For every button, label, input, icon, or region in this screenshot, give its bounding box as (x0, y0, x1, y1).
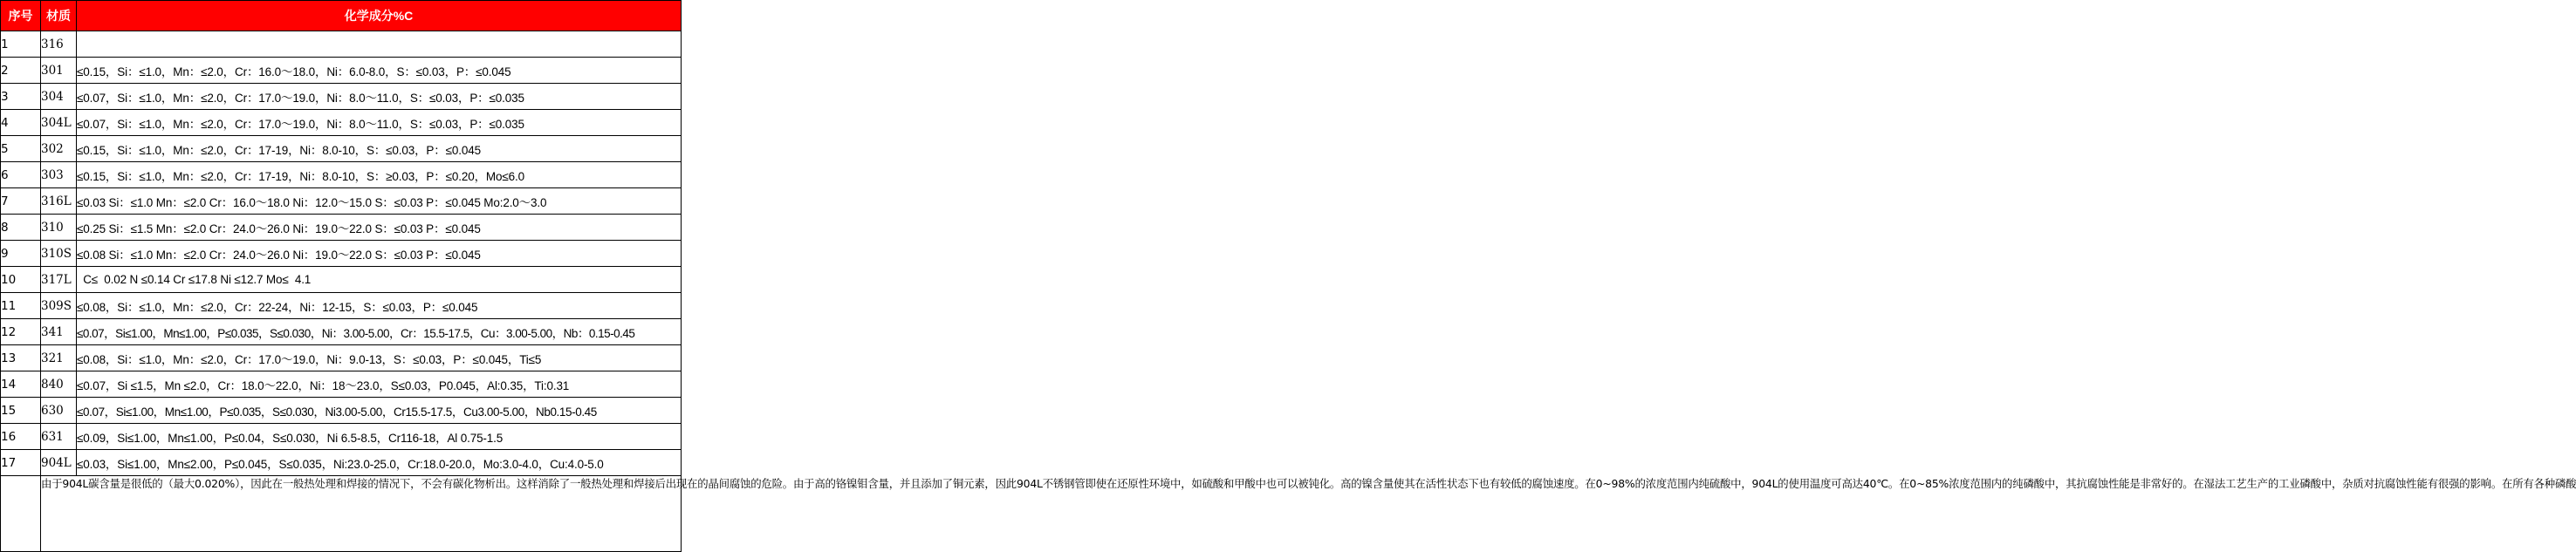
row-composition: C≤ 0.02 N ≤0.14 Cr ≤17.8 Ni ≤12.7 Mo≤ 4.1 (77, 267, 682, 293)
row-material: 904L (41, 450, 77, 476)
table-row (1, 345, 682, 371)
row-material: 304L (41, 110, 77, 136)
row-material: 321 (41, 345, 77, 371)
row-composition: ≤0.03 Si：≤1.0 Mn：≤2.0 Cr：16.0～18.0 Ni：12.0～15.0 S：≤0.03 P：≤0.045 Mo:2.0～3.0 (77, 188, 682, 215)
row-number: 12 (1, 319, 41, 345)
row-composition: ≤0.15，Si：≤1.0，Mn：≤2.0，Cr：17-19，Ni：8.0-10，S：≤0.03，P：≤0.045 (77, 136, 682, 162)
row-material: 310S (41, 241, 77, 267)
header-no: 序号 (1, 1, 41, 31)
row-composition: ≤0.09，Si≤1.00，Mn≤1.00，P≤0.04，S≤0.030，Ni 6.5-8.5，Cr116-18，Al 0.75-1.5 (77, 424, 682, 450)
note-row (1, 476, 682, 552)
row-number: 16 (1, 424, 41, 450)
row-material: 630 (41, 398, 77, 424)
row-number: 6 (1, 162, 41, 188)
row-number: 13 (1, 345, 41, 371)
table-row (1, 424, 682, 450)
row-number: 1 (1, 31, 41, 58)
table-row (1, 215, 682, 241)
row-material: 341 (41, 319, 77, 345)
table-row (1, 31, 682, 58)
row-number: 15 (1, 398, 41, 424)
row-material: 303 (41, 162, 77, 188)
row-composition: ≤0.25 Si：≤1.5 Mn：≤2.0 Cr：24.0～26.0 Ni：19.0～22.0 S：≤0.03 P：≤0.045 (77, 215, 682, 241)
table-row (1, 162, 682, 188)
table-row (1, 319, 682, 345)
header-row (1, 1, 682, 31)
row-composition: ≤0.07，Si ≤1.5，Mn ≤2.0，Cr：18.0～22.0，Ni：18～23.0，S≤0.03，P0.045，Al:0.35，Ti:0.31 (77, 371, 682, 398)
table-row (1, 293, 682, 319)
row-material: 309S (41, 293, 77, 319)
row-material: 316L (41, 188, 77, 215)
row-number: 2 (1, 58, 41, 84)
note-text: 由于904L碳含量是很低的（最大0.020%），因此在一般热处理和焊接的情况下，不会有碳化物析出。这样消除了一般热处理和焊接后出现在的晶间腐蚀的危险。由于高的铬镍钼含量，并且添加了铜元素，因此904L不锈钢管即使在还原性环境中，如硫酸和甲酸中也可以被钝化。高的镍含量使其在活性状态下也有较低的腐蚀速度。在0~98%的浓度范围内纯硫酸中，904L的使用温度可高达40℃。在0~85%浓度范围内的纯磷酸中，其抗腐蚀性能是非常好的。在湿法工艺生产的工业磷酸中，杂质对抗腐蚀性能有很强的影响。在所有各种磷酸 (41, 476, 682, 552)
table-row (1, 371, 682, 398)
table-row (1, 136, 682, 162)
row-material: 317L (41, 267, 77, 293)
table-row (1, 450, 682, 476)
row-material: 316 (41, 31, 77, 58)
row-composition: ≤0.15，Si：≤1.0，Mn：≤2.0，Cr：17-19，Ni：8.0-10，S：≥0.03，P：≤0.20，Mo≤6.0 (77, 162, 682, 188)
row-number: 7 (1, 188, 41, 215)
table-row (1, 267, 682, 293)
row-composition (77, 31, 682, 58)
table-row (1, 398, 682, 424)
row-composition: ≤0.08 Si：≤1.0 Mn：≤2.0 Cr：24.0～26.0 Ni：19.0～22.0 S：≤0.03 P：≤0.045 (77, 241, 682, 267)
row-number: 8 (1, 215, 41, 241)
table-row (1, 188, 682, 215)
header-composition: 化学成分%C (77, 1, 682, 31)
note-empty-cell (1, 476, 41, 552)
row-material: 840 (41, 371, 77, 398)
row-number: 10 (1, 267, 41, 293)
row-composition: ≤0.07，Si≤1.00，Mn≤1.00，P≤0.035，S≤0.030，Ni3.00-5.00，Cr15.5-17.5，Cu3.00-5.00，Nb0.15-0.45 (77, 398, 682, 424)
row-number: 9 (1, 241, 41, 267)
row-material: 302 (41, 136, 77, 162)
row-composition: ≤0.07，Si：≤1.0，Mn：≤2.0，Cr：17.0～19.0，Ni：8.0～11.0，S：≤0.03，P：≤0.035 (77, 84, 682, 110)
row-number: 3 (1, 84, 41, 110)
table-row (1, 58, 682, 84)
header-material: 材质 (41, 1, 77, 31)
row-material: 304 (41, 84, 77, 110)
row-composition: ≤0.03，Si≤1.00，Mn≤2.00，P≤0.045，S≤0.035，Ni:23.0-25.0，Cr:18.0-20.0，Mo:3.0-4.0，Cu:4.0-5.0 (77, 450, 682, 476)
row-composition: ≤0.08，Si：≤1.0，Mn：≤2.0，Cr：22-24，Ni：12-15，S：≤0.03，P：≤0.045 (77, 293, 682, 319)
table-row (1, 241, 682, 267)
row-number: 17 (1, 450, 41, 476)
row-composition: ≤0.07，Si≤1.00，Mn≤1.00，P≤0.035，S≤0.030，Ni：3.00-5.00，Cr：15.5-17.5，Cu：3.00-5.00，Nb：0.15-0.45 (77, 319, 682, 345)
row-number: 11 (1, 293, 41, 319)
row-composition: ≤0.15，Si：≤1.0，Mn：≤2.0，Cr：16.0～18.0，Ni：6.0-8.0，S：≤0.03，P：≤0.045 (77, 58, 682, 84)
row-material: 301 (41, 58, 77, 84)
row-number: 14 (1, 371, 41, 398)
row-composition: ≤0.08，Si：≤1.0，Mn：≤2.0，Cr：17.0～19.0，Ni：9.0-13，S：≤0.03，P：≤0.045，Ti≤5 (77, 345, 682, 371)
row-number: 5 (1, 136, 41, 162)
table-row (1, 110, 682, 136)
row-material: 310 (41, 215, 77, 241)
row-material: 631 (41, 424, 77, 450)
row-number: 4 (1, 110, 41, 136)
row-composition: ≤0.07，Si：≤1.0，Mn：≤2.0，Cr：17.0～19.0，Ni：8.0～11.0，S：≤0.03，P：≤0.035 (77, 110, 682, 136)
table-row (1, 84, 682, 110)
